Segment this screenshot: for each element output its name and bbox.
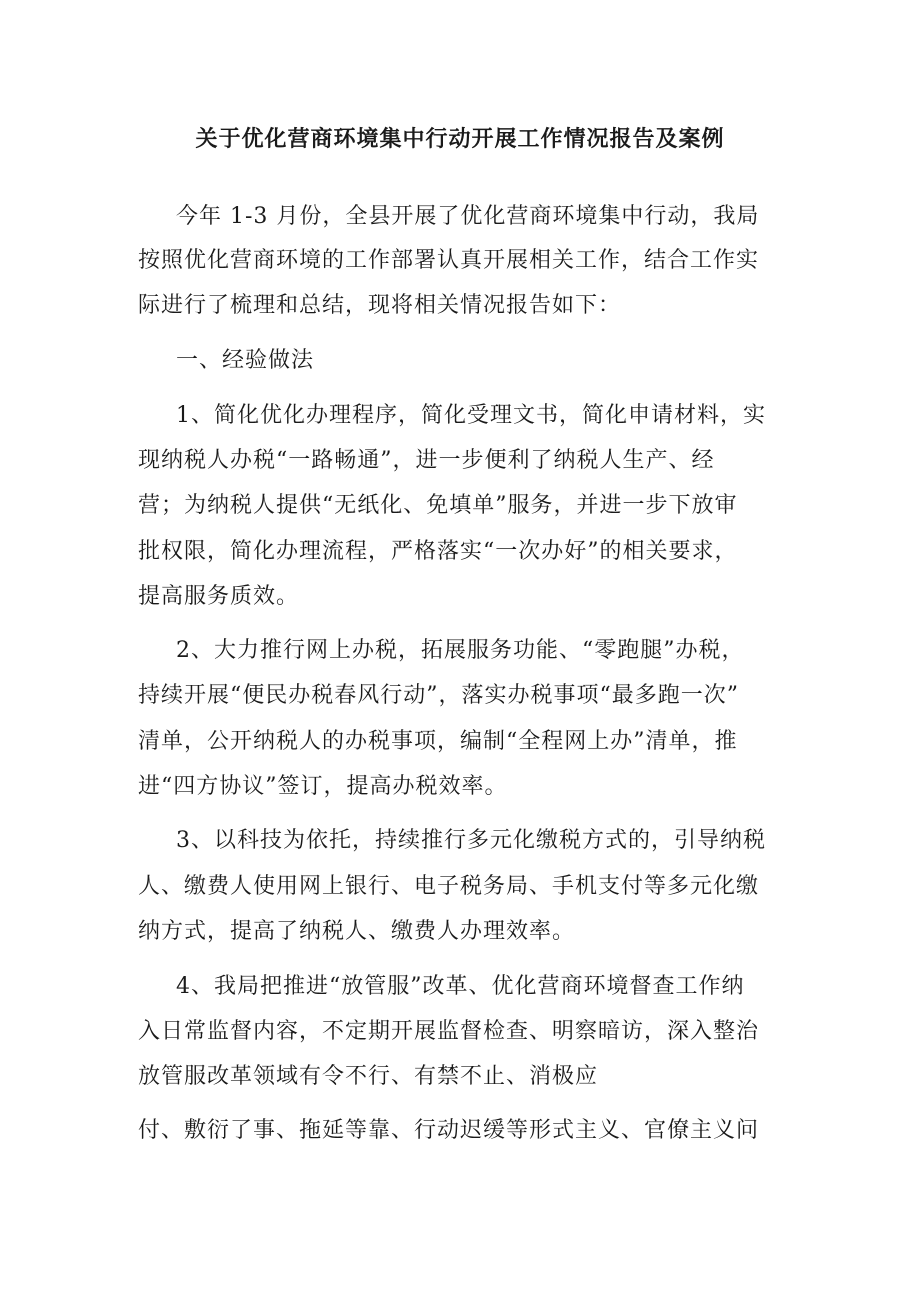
paragraph-line: 批权限，简化办理流程，严格落实“一次办好”的相关要求，	[138, 539, 738, 564]
section-heading: 一、经验做法	[176, 348, 315, 373]
paragraph-line: 际进行了梳理和总结，现将相关情况报告如下：	[138, 293, 622, 318]
paragraph-line: 纳方式，提高了纳税人、缴费人办理效率。	[138, 919, 576, 944]
paragraph-line: 清单，公开纳税人的办税事项，编制“全程网上办”清单，推	[138, 729, 738, 754]
paragraph-line: 进“四方协议”签订，提高办税效率。	[138, 774, 508, 799]
paragraph-line: 4、我局把推进“放管服”改革、优化营商环境督查工作纳	[176, 974, 745, 999]
paragraph-line: 现纳税人办税“一路畅通”，进一步便利了纳税人生产、经	[138, 448, 715, 473]
document-title: 关于优化营商环境集中行动开展工作情况报告及案例	[195, 127, 725, 152]
paragraph-line: 营；为纳税人提供“无纸化、免填单”服务，并进一步下放审	[138, 493, 738, 518]
paragraph-line: 按照优化营商环境的工作部署认真开展相关工作，结合工作实	[138, 248, 760, 273]
paragraph-line: 2、大力推行网上办税，拓展服务功能、“零跑腿”办税，	[176, 638, 745, 663]
paragraph-line: 放管服改革领域有令不行、有禁不止、消极应	[138, 1064, 599, 1089]
paragraph-line: 1、简化优化办理程序，简化受理文书，简化申请材料，实	[176, 403, 766, 428]
paragraph-line: 3、以科技为依托，持续推行多元化缴税方式的，引导纳税	[176, 828, 766, 853]
paragraph-line: 人、缴费人使用网上银行、电子税务局、手机支付等多元化缴	[138, 874, 760, 899]
paragraph-line: 今年 1-3 月份，全县开展了优化营商环境集中行动，我局	[176, 204, 760, 229]
paragraph-line: 提高服务质效。	[138, 584, 300, 609]
paragraph-line: 付、敷衍了事、拖延等靠、行动迟缓等形式主义、官僚主义问	[138, 1118, 760, 1143]
paragraph-line: 入日常监督内容，不定期开展监督检查、明察暗访，深入整治	[138, 1019, 760, 1044]
paragraph-line: 持续开展“便民办税春风行动”，落实办税事项“最多跑一次”	[138, 683, 739, 708]
